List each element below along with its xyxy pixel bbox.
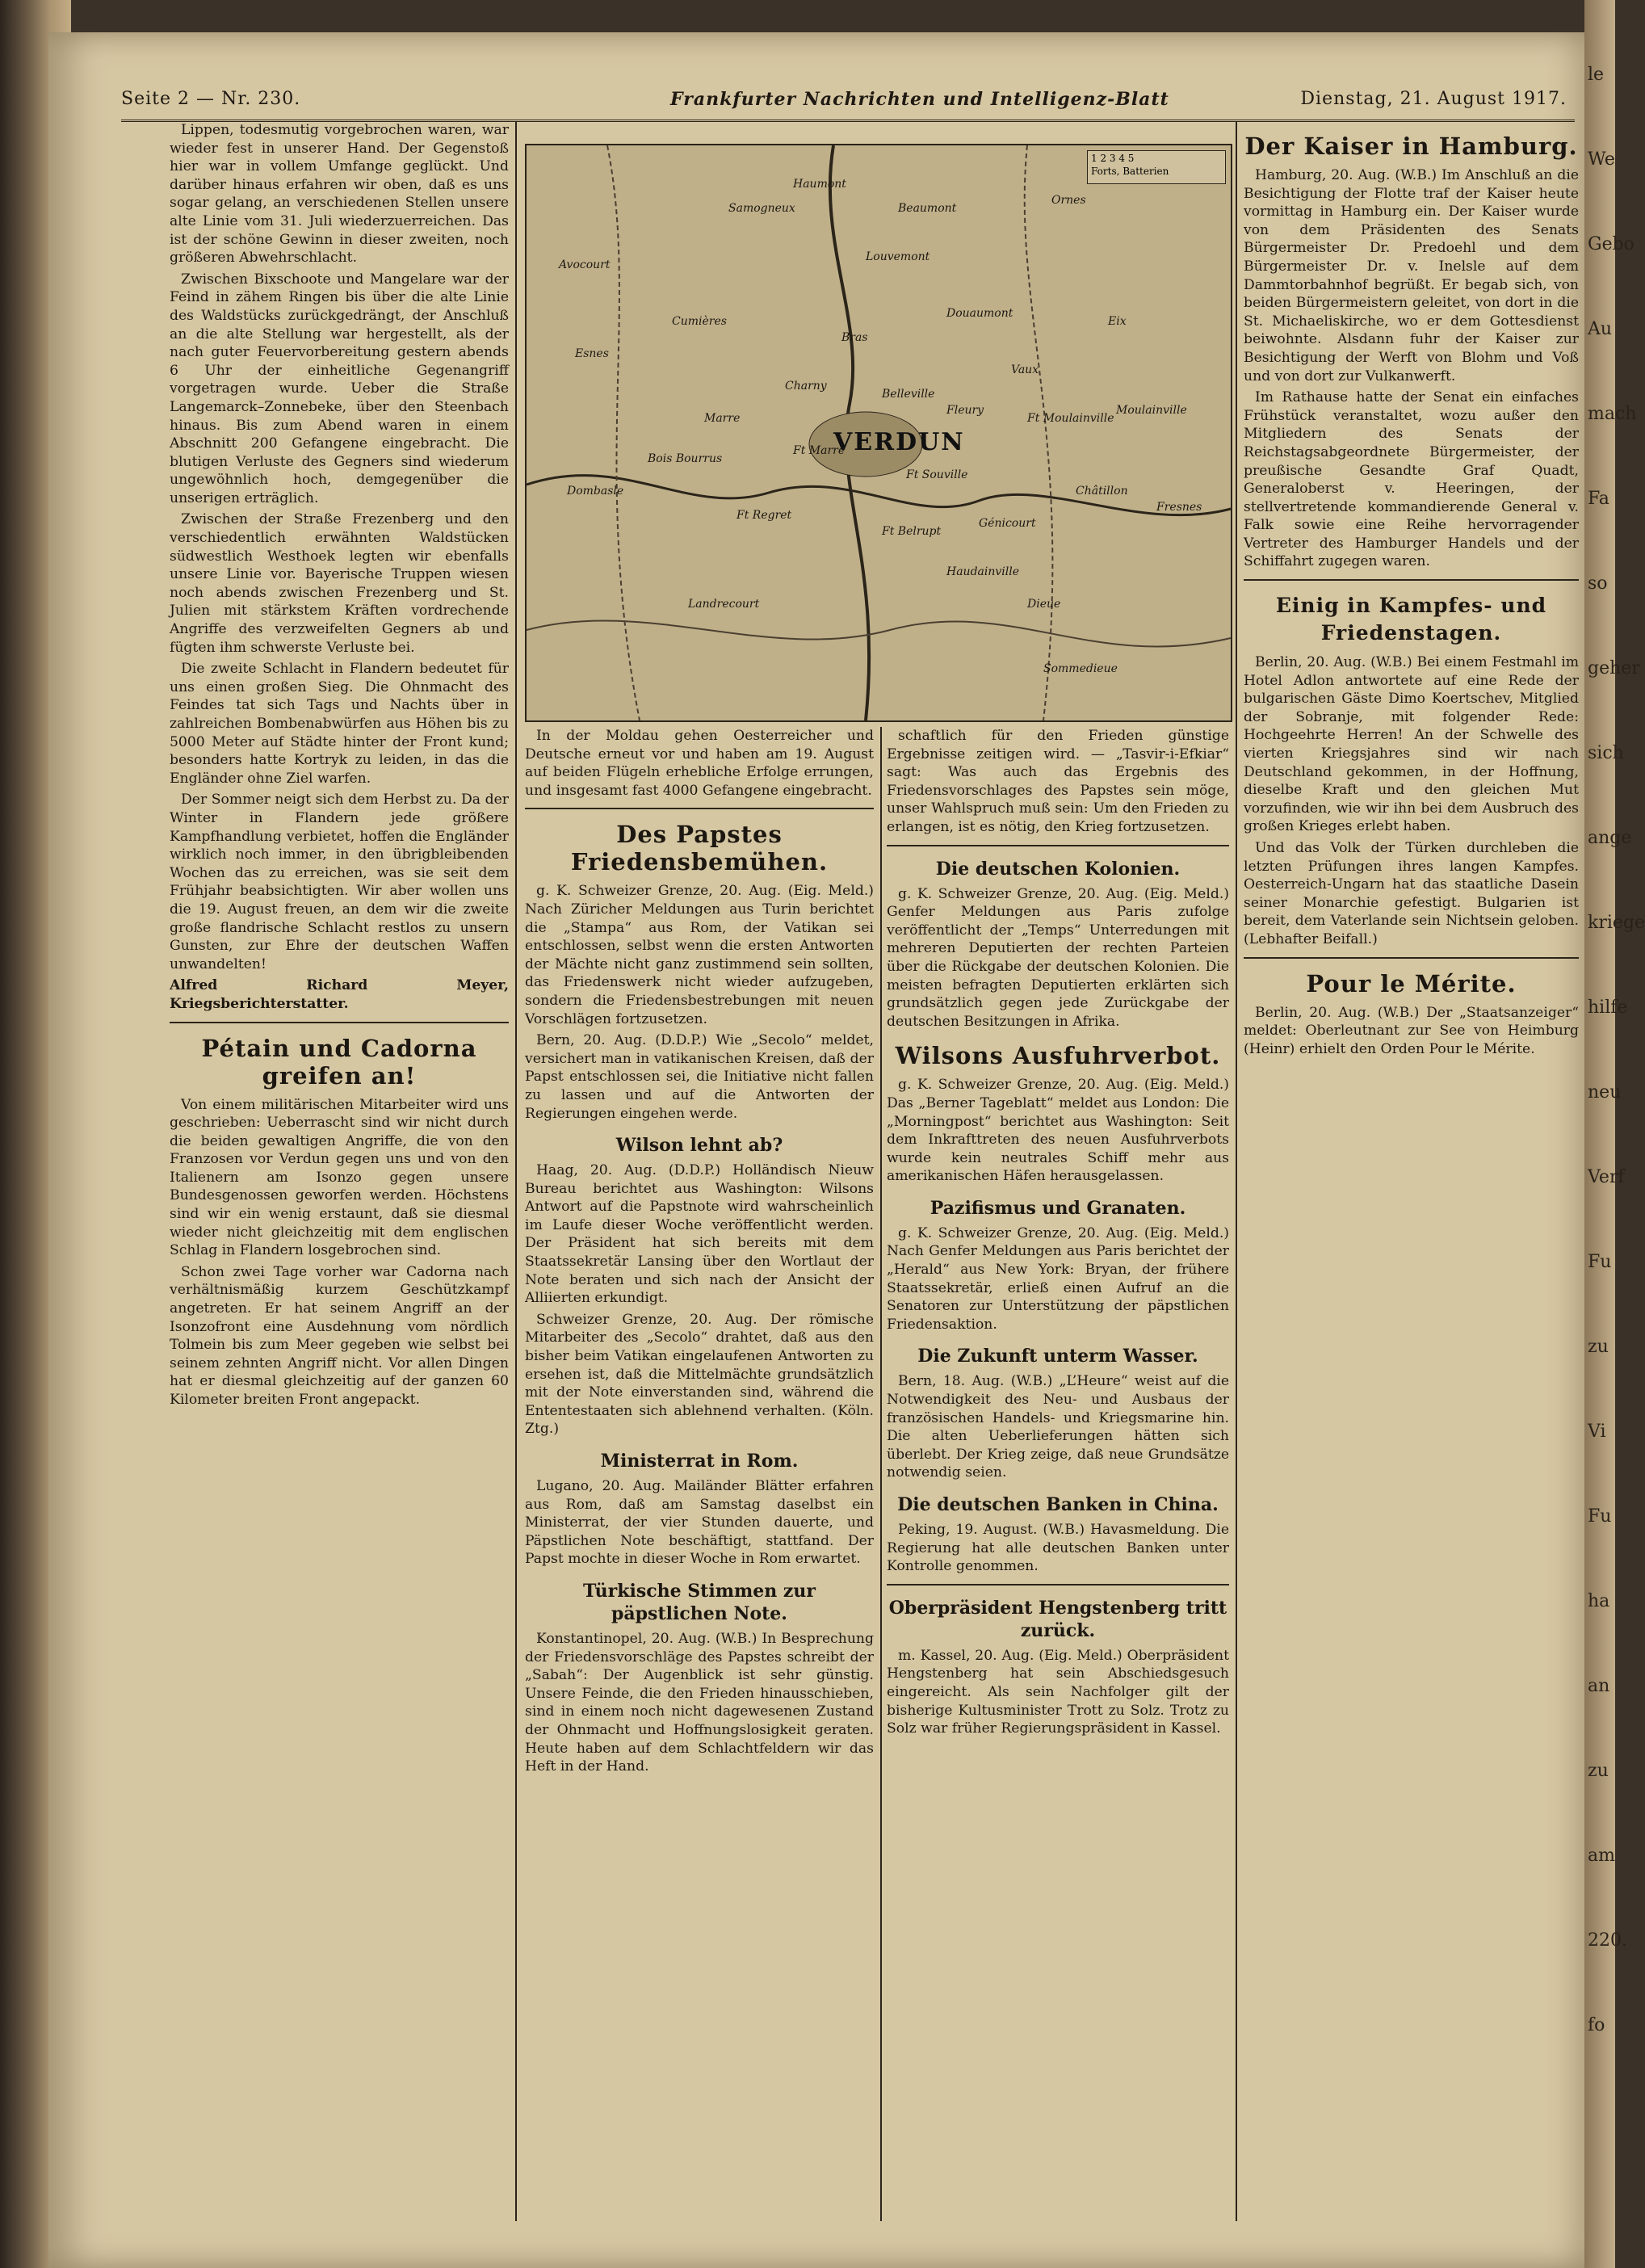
article-paragraph: Berlin, 20. Aug. (W.B.) Bei einem Festmahl im Hotel Adlon antwortete auf eine Rede der bulgarischen Gäste Dimo Koertschev, Mitglied der Sobranje, mit folgender Rede: Hochgeehrte Herren! An der Schwelle des vierten Kriegsjahres sind wir nach Deutschland gekommen, in der Hoffnung, dieselbe Kraft und den gleichen Mut vorzufinden, wie wir ihn bei dem Ausbruch des großen Krieges erlebt haben.: [1244, 654, 1579, 835]
headline-kaiser-hamburg: Der Kaiser in Hamburg.: [1244, 132, 1578, 160]
map-place-label: Eix: [1108, 315, 1127, 328]
map-place-label: Sommedieue: [1043, 662, 1118, 675]
verdun-map: [525, 144, 1232, 722]
edge-fragment: kriege: [1588, 913, 1645, 933]
divider: [170, 1022, 509, 1023]
divider: [525, 808, 874, 809]
map-place-label: Dieue: [1027, 598, 1061, 611]
page-header: [121, 87, 1575, 122]
article-paragraph: Schon zwei Tage vorher war Cadorna nach verhältnismäßig kurzem Geschützkampf angetreten. Er hat seinem Angriff an der Isonzofront eine Ausdehnung vom nördlich Tolmein bis zum Meer gegeben wie selbst bei seinem zehnten Angriff nicht. Vor allen Dingen hat er diesmal gleichzeitig auf der ganzen 60 Kilometer breiten Front angepackt.: [170, 1263, 509, 1408]
article-paragraph: Lugano, 20. Aug. Mailänder Blätter erfahren aus Rom, daß am Samstag daselbst ein Ministerrat, der vier Stunden dauerte, und Päpstlichen Note beschäftigt, stattfand. Der Papst mochte in dieser Woche in Rom erwartet.: [525, 1478, 874, 1568]
article-paragraph: m. Kassel, 20. Aug. (Eig. Meld.) Oberpräsident Hengstenberg hat sein Abschiedsgesuch eingereicht. Als sein Nachfolger gilt der bisherige Kultusminister Trott zu Solz. Trotz zu Solz war früher Regierungspräsident in Kassel.: [887, 1647, 1229, 1737]
edge-fragment: Verf: [1588, 1167, 1625, 1187]
headline-wilson: Wilson lehnt ab?: [615, 1135, 783, 1157]
map-place-label: Ft Regret: [736, 509, 792, 522]
map-place-label: Ft Belrupt: [882, 525, 942, 538]
map-place-label: Avocourt: [559, 258, 611, 271]
column-3: [887, 727, 1229, 1741]
article-paragraph: Zwischen der Straße Frezenberg und den verschiedentlich erwähnten Waldstücken südwestlich Westhoek legten wir ebenfalls unsere Linie vor. Bayerische Truppen wiesen noch abends zwischen Frezenberg und St. Julien mit stärkstem Kräften vordrechende Angriffe des verzweifelten Gegners ab und fügten ihm schwerste Verluste bei.: [170, 511, 509, 656]
map-place-label: Dombasle: [567, 485, 624, 498]
next-page-edge: [1584, 0, 1645, 2268]
article-paragraph: g. K. Schweizer Grenze, 20. Aug. (Eig. Meld.) Genfer Meldungen aus Paris zufolge veröffentlicht der „Temps“ Unterredungen mit mehreren Deputierten der rechten Parteien über die Rückgabe der deutschen Kolonien. Die meisten befragten Deputierten erklärten sich grundsätzlich gegen jede Zurückgabe der deutschen Besitzungen in Afrika.: [887, 885, 1229, 1030]
map-place-label: Haumont: [793, 178, 846, 191]
edge-fragment: neu: [1588, 1082, 1622, 1102]
map-place-label: Bois Bourrus: [648, 452, 723, 465]
edge-fragment: mach: [1588, 404, 1637, 424]
headline-hengstenberg: Oberpräsident Hengstenberg tritt zurück.: [888, 1597, 1227, 1641]
headline-ausfuhrverbot: Wilsons Ausfuhrverbot.: [895, 1042, 1221, 1070]
headline-papst: Des Papstes Friedensbemühen.: [570, 821, 829, 876]
map-scale: 1 2 3 4 5: [1091, 153, 1135, 164]
edge-fragment: sich: [1588, 743, 1624, 763]
article-paragraph: Zwischen Bixschoote und Mangelare war der Feind in zähem Ringen bis über die alte Linie des Waldstücks zurückgedrängt, der Anschluß an die alte Stellung war hergestellt, als der nach guter Feuervorbereitung gestern abends 6 Uhr der einheitliche Gegenangriff vorgetragen wurde. Ueber die Straße Langemarck–Zonnebeke, über den Steenbach hinaus. Bis zum Abend waren in einem Abschnitt 200 Gefangene eingebracht. Die blutigen Verluste des Gegners sind wiederum ungewöhnlich hoch, demgegenüber die unserigen erträglich.: [170, 271, 509, 506]
edge-fragment: ange: [1588, 828, 1632, 848]
headline-petain: Pétain und Cadorna greifen an!: [201, 1034, 477, 1090]
article-paragraph: Im Rathause hatte der Senat ein einfaches Frühstück veranstaltet, wozu außer den Mitgliedern des Senats der Reichstagsabgeordnete Bürgermeister, der preußische Gesandte Graf Quadt, Generaloberst v. Heeringen, der stellvertretende kommandierende General v. Falk sowie eine Reihe hervorragender Vertreter des Hamburger Handels und der Schiffahrt zugegen waren.: [1244, 389, 1579, 570]
map-place-label: Fresnes: [1156, 501, 1202, 514]
edge-fragment: Fu: [1588, 1252, 1612, 1272]
article-paragraph: schaftlich für den Frieden günstige Ergebnisse zeitigen wird. — „Tasvir-i-Efkiar“ sagt: Was auch das Ergebnis des Friedensvorschlages des Papstes sein möge, unser Wahlspruch muß sein: Um den Frieden zu erlangen, ist es nötig, den Krieg fortzusetzen.: [887, 728, 1229, 835]
article-paragraph: Der Sommer neigt sich dem Herbst zu. Da der Winter in Flandern jede größere Kampfhandlung verbietet, hoffen die Engländer wirklich noch immer, in den übrigbleibenden Wochen das zu erreichen, was sie seit dem Frühjahr beabsichtigten. Wir aber wollen uns die 19. August freuen, an dem wir die zweite große flandrische Schlacht restlos zu unsern Gunsten, zur Ehre der deutschen Waffen unwandelten!: [170, 792, 509, 972]
article-paragraph: Und das Volk der Türken durchleben die letzten Prüfungen ihres langen Kampfes. Oesterreich-Ungarn hat das staatliche Dasein seiner Monarchie gefestigt. Bulgarien ist bereit, dem Vaterlande sein Nichtsein geloben. (Lebhafter Beifall.): [1244, 840, 1579, 947]
article-paragraph: Bern, 20. Aug. (D.D.P.) Wie „Secolo“ meldet, versichert man in vatikanischen Kreisen, daß der Papst entschlossen sei, die Initiative nicht fallen zu lassen und auf die Antworten der Regierungen eingehen werde.: [525, 1032, 874, 1122]
edge-fragment: ha: [1588, 1591, 1610, 1611]
headline-einig: Einig in Kampfes- und Friedenstagen.: [1275, 594, 1547, 645]
column-rule: [515, 121, 517, 2221]
column-rule: [880, 727, 882, 2221]
edge-fragment: zu: [1588, 1761, 1609, 1781]
article-paragraph: Bern, 18. Aug. (W.B.) „L’Heure“ weist auf die Notwendigkeit des Neu- und Ausbaus der französischen Handels- und Kriegsmarine hin. Die alten Ueberlieferungen hätten sich überlebt. Der Krieg zeige, daß neue Grundsätze notwendig seien.: [887, 1373, 1229, 1481]
edge-fragment: Vi: [1588, 1422, 1606, 1442]
map-place-label: Ornes: [1051, 194, 1086, 207]
map-place-label: Ft Marre: [793, 444, 846, 457]
map-place-label: Belleville: [882, 388, 935, 401]
divider: [887, 1584, 1229, 1586]
map-caption: In der Moldau gehen Oesterreicher und Deutsche erneut vor und haben am 19. August auf beiden Flügeln erhebliche Erfolge errungen, und insgesamt fast 4000 Gefangene eingebracht.: [525, 728, 874, 799]
edge-fragment: 220.: [1588, 1930, 1627, 1951]
map-place-label: Marre: [704, 412, 741, 425]
article-paragraph: Peking, 19. August. (W.B.) Havasmeldung. Die Regierung hat alle deutschen Banken unter Kontrolle genommen.: [887, 1522, 1229, 1575]
map-place-label: Douaumont: [946, 307, 1013, 320]
map-place-label: Haudainville: [946, 565, 1020, 578]
column-4: [1244, 121, 1579, 1061]
article-paragraph: Konstantinopel, 20. Aug. (W.B.) In Besprechung der Friedensvorschläge des Papstes schreibt der „Sabah“: Der Augenblick ist sehr günstig. Unsere Feinde, die den Frieden hinausschieben, sind in einem noch nicht dagewesenen Zustand der Ohnmacht und Hoffnungslosigkeit geraten. Heute haben auf dem Schlachtfeldern wir das Heft in der Hand.: [525, 1630, 874, 1775]
article-paragraph: g. K. Schweizer Grenze, 20. Aug. (Eig. Meld.) Nach Züricher Meldungen aus Turin berichtet die „Stampa“ aus Rom, der Vatikan sei entschlossen, selbst wenn die ersten Antworten der Mächte nicht ganz zustimmend sein sollten, das Friedenswerk nicht wieder aufzugeben, sondern die Friedensbestrebungen mit neuen Vorschlägen fortzusetzen.: [525, 883, 874, 1027]
map-place-label: Ft Moulainville: [1027, 412, 1114, 425]
map-place-label: Moulainville: [1116, 404, 1187, 417]
header-date: Dienstag, 21. August 1917.: [1300, 89, 1567, 109]
map-legend-title: Forts, Batterien: [1091, 166, 1169, 177]
edge-fragment: Au: [1588, 319, 1613, 339]
divider: [1244, 579, 1579, 581]
header-masthead: Frankfurter Nachrichten und Intelligenz-Blatt: [670, 89, 1169, 110]
article-paragraph: g. K. Schweizer Grenze, 20. Aug. (Eig. Meld.) Nach Genfer Meldungen aus Paris berichtet der „Herald“ aus New York: Bryan, der frühere Staatssekretär, erließ einen Aufruf an die Senatoren zur Unterstützung der päpstlichen Friedensaktion.: [887, 1224, 1229, 1333]
map-place-label: Beaumont: [898, 202, 957, 215]
article-paragraph: Schweizer Grenze, 20. Aug. Der römische Mitarbeiter des „Secolo“ drahtet, daß aus den bisher beim Vatikan eingelaufenen Antworten zu ersehen ist, daß die Mittelmächte grundsätzlich mit der Note einverstanden sind, während die Ententestaaten sich ablehnend verhalten. (Köln. Ztg.): [525, 1311, 874, 1438]
article-paragraph: Haag, 20. Aug. (D.D.P.) Holländisch Nieuw Bureau berichtet aus Washington: Wilsons Antwort auf die Papstnote wird wahrscheinlich im Laufe dieser Woche veröffentlicht werden. Der Präsident hat sich bereits mit dem Staatssekretär Lansing über den Wortlaut der Note beraten und sich nach der Ansicht der Alliierten erkundigt.: [525, 1162, 874, 1307]
map-place-label: Charny: [785, 380, 827, 393]
map-place-label: Bras: [841, 331, 868, 344]
map-legend: [1087, 150, 1226, 184]
header-page-number: Seite 2 — Nr. 230.: [121, 89, 301, 109]
edge-fragment: hilfe: [1588, 998, 1628, 1018]
column-1: [170, 121, 509, 1413]
edge-fragment: so: [1588, 573, 1608, 594]
map-city-label: VERDUN: [833, 428, 965, 456]
edge-fragment: fo: [1588, 2015, 1605, 2035]
column-2: [525, 727, 874, 1779]
map-place-label: Châtillon: [1076, 485, 1128, 498]
edge-fragment: Fa: [1588, 489, 1609, 509]
headline-zukunft: Die Zukunft unterm Wasser.: [917, 1346, 1198, 1367]
article-paragraph: Lippen, todesmutig vorgebrochen waren, war wieder fest in unserer Hand. Der Gegenstoß hier war in vollem Umfange geglückt. Und darüber hinaus erfahren wir oben, daß es uns sogar gelang, an verschiedenen Stellen unsere alte Linie vom 31. Juli wiederzuerreichen. Das ist der schöne Gewinn in dieser zweiten, noch größeren Abwehrschlacht.: [170, 122, 509, 267]
article-signature: Alfred Richard Meyer, Kriegsberichterstatter.: [170, 977, 509, 1012]
edge-fragment: le: [1588, 65, 1605, 85]
map-place-label: Landrecourt: [688, 598, 760, 611]
edge-fragment: geher: [1588, 658, 1640, 678]
map-place-label: Louvemont: [866, 250, 930, 263]
map-place-label: Génicourt: [979, 517, 1036, 530]
edge-fragment: an: [1588, 1676, 1610, 1696]
article-paragraph: Die zweite Schlacht in Flandern bedeutet für uns einen großen Sieg. Die Ohnmacht des Feindes tat sich Tags und Nachts über in zahlreichen Bombenabwürfen aus Höhen bis zu 5000 Meter auf Städte hinter der Front kund; besonders hatte Kortryk zu leiden, in das die Engländer ohne Ziel warfen.: [170, 661, 509, 787]
article-paragraph: Von einem militärischen Mitarbeiter wird uns geschrieben: Ueberrascht sind wir nicht durch die beiden gewaltigen Angriffe, die von den Franzosen vor Verdun gegen uns und von den Italienern am Isonzo gegen unsere Bundesgenossen geworfen werden. Höchstens sind wir ein wenig erstaunt, daß sie diesmal wieder nicht gleichzeitig mit dem englischen Schlag in Flandern losgebrochen sind.: [170, 1096, 509, 1259]
edge-fragment: We: [1588, 149, 1615, 170]
headline-tuerkische-stimmen: Türkische Stimmen zur päpstlichen Note.: [583, 1580, 816, 1624]
headline-pazifismus: Pazifismus und Granaten.: [930, 1197, 1186, 1219]
article-paragraph: Berlin, 20. Aug. (W.B.) Der „Staatsanzeiger“ meldet: Oberleutnant zur See von Heimburg (Heinr) erhielt den Orden Pour le Mérite.: [1244, 1004, 1579, 1057]
article-paragraph: Hamburg, 20. Aug. (W.B.) Im Anschluß an die Besichtigung der Flotte traf der Kaiser heute vormittag in Hamburg ein. Der Kaiser wurde von dem Präsidenten des Senats Bürgermeister Dr. Predoehl und dem Bürgermeister Dr. v. Inelsle auf dem Dammtorbahnhof begrüßt. Er begab sich, von beiden Bürgermeistern geleitet, von dort in die St. Michaeliskirche, wo er dem Gottesdienst beiwohnte. Alsdann fuhr der Kaiser zur Besichtigung der Werft von Blohm und Voß und von dort zur Vulkanwerft.: [1244, 167, 1579, 384]
article-paragraph: g. K. Schweizer Grenze, 20. Aug. (Eig. Meld.) Das „Berner Tageblatt“ meldet aus London: Die „Morningpost“ berichtet aus Washington: Seit dem Inkrafttreten des neuen Ausfuhrverbots wurde kein neutrales Schiff mehr aus amerikanischen Häfen herausgelassen.: [887, 1077, 1229, 1185]
headline-kolonien: Die deutschen Kolonien.: [935, 858, 1181, 880]
divider: [887, 845, 1229, 846]
map-place-label: Cumières: [672, 315, 727, 328]
headline-banken-china: Die deutschen Banken in China.: [897, 1494, 1219, 1515]
headline-pour-le-merite: Pour le Mérite.: [1306, 969, 1517, 998]
column-rule: [1236, 121, 1237, 2221]
edge-fragment: Gebo: [1588, 234, 1635, 254]
divider: [1244, 957, 1579, 959]
edge-fragment: zu: [1588, 1337, 1609, 1357]
headline-ministerrat: Ministerrat in Rom.: [600, 1451, 799, 1472]
edge-fragment: am: [1588, 1846, 1615, 1866]
map-place-label: Vaux: [1011, 363, 1039, 376]
edge-fragment: Fu: [1588, 1506, 1612, 1527]
map-place-label: Samogneux: [728, 202, 795, 215]
map-place-label: Fleury: [946, 404, 984, 417]
map-place-label: Ft Souville: [906, 468, 968, 481]
map-place-label: Esnes: [575, 347, 609, 360]
